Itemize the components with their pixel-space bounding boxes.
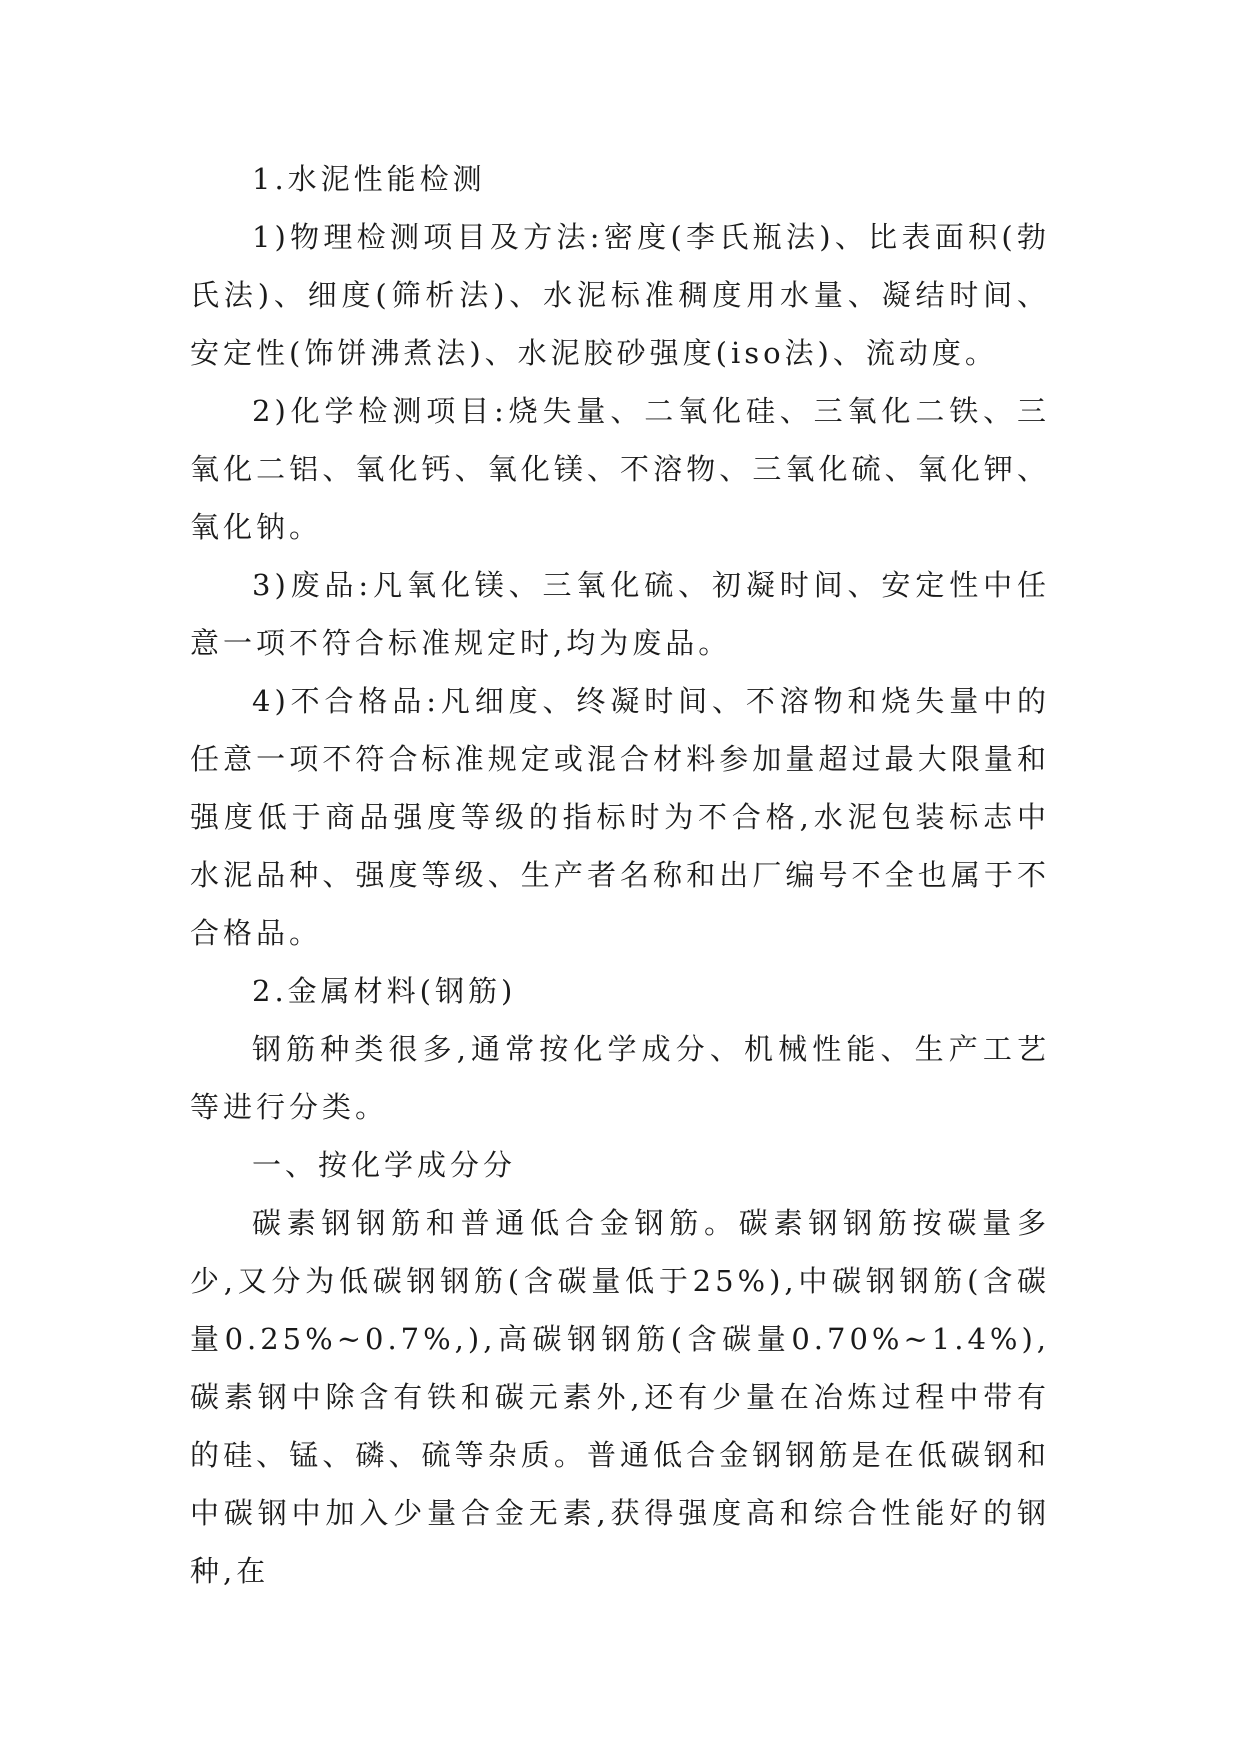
paragraph-chemical-tests: 2)化学检测项目:烧失量、二氧化硅、三氧化二铁、三氧化二铝、氧化钙、氧化镁、不溶物、三氧化硫、氧化钾、氧化钠。 bbox=[190, 394, 1050, 544]
section-heading-metal-materials: 2.金属材料(钢筋) bbox=[252, 974, 517, 1008]
document-body bbox=[190, 150, 1050, 1600]
paragraph-carbon-steel: 碳素钢钢筋和普通低合金钢筋。碳素钢钢筋按碳量多少,又分为低碳钢钢筋(含碳量低于25%),中碳钢钢筋(含碳量0.25%~0.7%,),高碳钢钢筋(含碳量0.70%~1.4%),碳素钢中除含有铁和碳元素外,还有少量在冶炼过程中带有的硅、锰、磷、硫等杂质。普通低合金钢钢筋是在低碳钢和中碳钢中加入少量合金无素,获得强度高和综合性能好的钢种,在 bbox=[190, 1206, 1050, 1588]
paragraph-rebar-classification: 钢筋种类很多,通常按化学成分、机械性能、生产工艺等进行分类。 bbox=[190, 1032, 1050, 1124]
paragraph-physical-tests: 1)物理检测项目及方法:密度(李氏瓶法)、比表面积(勃氏法)、细度(筛析法)、水泥标准稠度用水量、凝结时间、安定性(饰饼沸煮法)、水泥胶砂强度(iso法)、流动度。 bbox=[190, 220, 1050, 370]
subsection-heading-chemical-composition: 一、按化学成分分 bbox=[252, 1148, 517, 1182]
paragraph-nonconforming-products: 4)不合格品:凡细度、终凝时间、不溶物和烧失量中的任意一项不符合标准规定或混合材料参加量超过最大限量和强度低于商品强度等级的指标时为不合格,水泥包装标志中水泥品种、强度等级、生产者名称和出厂编号不全也属于不合格品。 bbox=[190, 684, 1050, 950]
paragraph-waste-products: 3)废品:凡氧化镁、三氧化硫、初凝时间、安定性中任意一项不符合标准规定时,均为废品。 bbox=[190, 568, 1050, 660]
section-heading-cement-testing: 1.水泥性能检测 bbox=[252, 162, 486, 196]
